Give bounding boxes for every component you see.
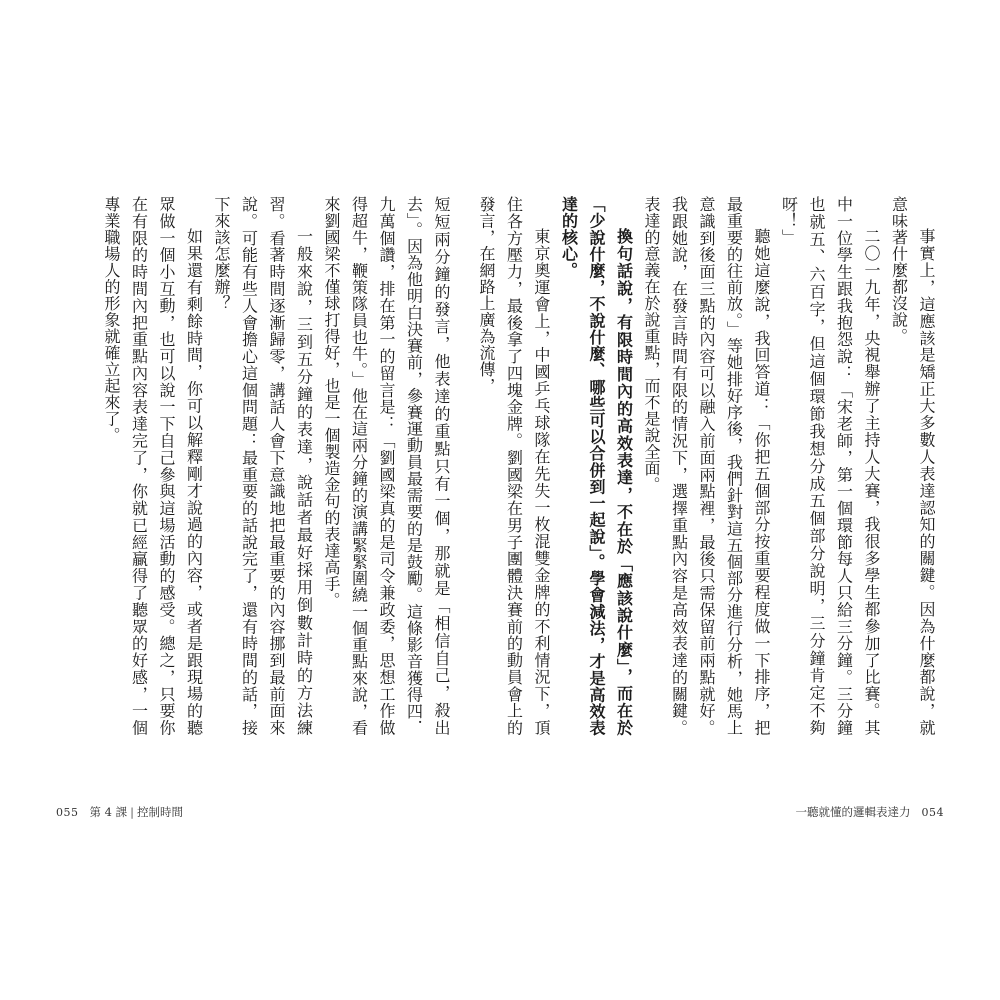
paragraph: 聽她這麼說，我回答道：「你把五個部分按重要程度做一下排序，把最重要的往前放。」等她排好序後，我們針對這五個部分進行分析，她馬上意識到後面三點的內容可以融入前面兩點裡，最後只需保留前兩點就好。我跟她說，在發言時間有限的情況下，選擇重點內容是高效表達的關鍵。表達的意義在於說重點，而不是說全面。 (642, 196, 771, 736)
emphasis-paragraph: 換句話說，有限時間內的高效表達，不在於「應該說什麼」，而在於「少說什麼，不說什麼、哪些可以合併到一起說」。學會減法，才是高效表達的核心。 (559, 196, 634, 736)
left-page-footer (56, 804, 183, 820)
paragraph: 東京奧運會上，中國乒乓球隊在先失一枚混雙金牌的不利情況下，頂住各方壓力，最後拿了四塊金牌。劉國梁在男子團體決賽前的動員會上的發言，在網路上廣為流傳， (477, 196, 551, 736)
page-number: 054 (921, 806, 944, 819)
right-page-footer (796, 804, 944, 820)
lesson-label: 第 4 課 (89, 805, 128, 819)
footer-separator: | (130, 805, 134, 819)
book-title: 一聽就懂的邏輯表達力 (795, 805, 911, 819)
paragraph: 一般來說，三到五分鐘的表達，說話者最好採用倒數計時的方法練習。看著時間逐漸歸零，講話人會下意識地把最重要的內容挪到最前面來說。可能有些人會擔心這個問題：最重要的話說完了，還有時間的話，接下來該怎麼辦？ (212, 196, 314, 736)
page-number: 055 (56, 806, 79, 819)
right-page (477, 0, 1000, 1000)
paragraph: 事實上，這應該是矯正大多數人表達認知的關鍵。因為什麼都說，就意味著什麼都沒說。 (889, 196, 936, 736)
left-page-body (102, 196, 455, 736)
right-page-body (477, 196, 940, 736)
paragraph: 短短兩分鐘的發言，他表達的重點只有一個，那就是「相信自己，殺出去」。因為他明白決賽前，參賽運動員最需要的是鼓勵。這條影音獲得四．九萬個讚，排在第一的留言是：「劉國梁真的是司令兼政委，思想工作做得超牛，鞭策隊員也牛。」他在這兩分鐘的演講緊緊圍繞一個重點來說，看來劉國梁不僅球打得好，也是一個製造金句的表達高手。 (322, 196, 451, 736)
chapter-title: 控制時間 (136, 805, 183, 819)
paragraph: 二〇一九年，央視舉辦了主持人大賽，我很多學生都參加了比賽。其中一位學生跟我抱怨說：「宋老師，第一個環節每人只給三分鐘。三分鐘也就五、六百字，但這個環節我想分成五個部分說明，三分鐘肯定不夠呀！」 (779, 196, 881, 736)
paragraph: 如果還有剩餘時間，你可以解釋剛才說過的內容，或者是跟現場的聽眾做一個小互動，也可以說一下自己參與這場活動的感受。總之，只要你在有限的時間內把重點內容表達完了，你就已經贏得了聽眾的好感，一個專業職場人的形象就確立起來了。 (102, 196, 204, 736)
